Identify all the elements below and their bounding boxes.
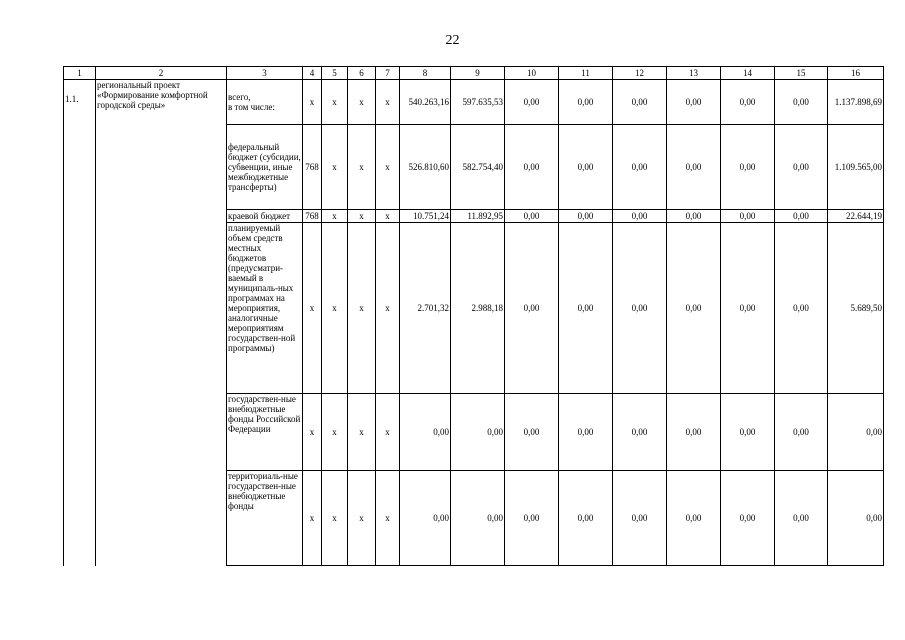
cell-c13: 0,00 [667, 210, 721, 223]
cell-c16: 1.109.565,00 [828, 125, 884, 210]
cell-c11: 0,00 [559, 471, 613, 566]
cell-c5: x [322, 210, 348, 223]
column-number: 9 [451, 67, 505, 80]
cell-c9: 582.754,40 [451, 125, 505, 210]
column-number: 15 [775, 67, 828, 80]
page-number: 22 [445, 33, 460, 48]
cell-c6: x [348, 80, 376, 125]
cell-c9: 597.635,53 [451, 80, 505, 125]
column-number: 2 [96, 67, 227, 80]
funding-source: краевой бюджет [227, 210, 303, 223]
cell-c14: 0,00 [721, 394, 775, 471]
cell-c14: 0,00 [721, 210, 775, 223]
cell-c11: 0,00 [559, 394, 613, 471]
cell-c5: x [322, 80, 348, 125]
cell-c7: x [376, 210, 400, 223]
column-number: 8 [400, 67, 451, 80]
column-number: 16 [828, 67, 884, 80]
column-number: 1 [64, 67, 96, 80]
cell-c11: 0,00 [559, 210, 613, 223]
cell-c13: 0,00 [667, 471, 721, 566]
cell-c13: 0,00 [667, 125, 721, 210]
cell-c6: x [348, 471, 376, 566]
cell-c10: 0,00 [505, 223, 559, 394]
cell-c10: 0,00 [505, 80, 559, 125]
cell-c7: x [376, 394, 400, 471]
cell-c9: 2.988,18 [451, 223, 505, 394]
cell-c4: x [303, 223, 322, 394]
cell-c11: 0,00 [559, 223, 613, 394]
cell-c11: 0,00 [559, 80, 613, 125]
funding-row [64, 80, 884, 125]
cell-c8: 0,00 [400, 471, 451, 566]
cell-c15: 0,00 [775, 210, 828, 223]
cell-c16: 22.644,19 [828, 210, 884, 223]
cell-c9: 11.892,95 [451, 210, 505, 223]
column-number: 10 [505, 67, 559, 80]
funding-source: территориаль-ные государствен-ные внебюджетные фонды [227, 471, 303, 566]
cell-c16: 5.689,50 [828, 223, 884, 394]
cell-c4: 768 [303, 125, 322, 210]
cell-c14: 0,00 [721, 471, 775, 566]
budget-table [63, 66, 884, 566]
cell-c5: x [322, 394, 348, 471]
column-number: 12 [613, 67, 667, 80]
cell-c12: 0,00 [613, 394, 667, 471]
cell-c7: x [376, 471, 400, 566]
column-number: 13 [667, 67, 721, 80]
cell-c9: 0,00 [451, 394, 505, 471]
cell-c4: x [303, 471, 322, 566]
cell-c15: 0,00 [775, 223, 828, 394]
cell-c7: x [376, 223, 400, 394]
cell-c16: 1.137.898,69 [828, 80, 884, 125]
cell-c12: 0,00 [613, 223, 667, 394]
cell-c16: 0,00 [828, 471, 884, 566]
cell-c7: x [376, 80, 400, 125]
cell-c10: 0,00 [505, 394, 559, 471]
cell-c6: x [348, 394, 376, 471]
cell-c12: 0,00 [613, 80, 667, 125]
item-name: региональный проект «Формирование комфортной городской среды» [96, 80, 227, 566]
cell-c10: 0,00 [505, 210, 559, 223]
cell-c6: x [348, 223, 376, 394]
column-number: 3 [227, 67, 303, 80]
funding-source: федеральный бюджет (субсидии, субвенции, иные межбюджетные трансферты) [227, 125, 303, 210]
cell-c8: 2.701,32 [400, 223, 451, 394]
cell-c8: 540.263,16 [400, 80, 451, 125]
column-number: 4 [303, 67, 322, 80]
cell-c14: 0,00 [721, 125, 775, 210]
cell-c8: 10.751,24 [400, 210, 451, 223]
cell-c7: x [376, 125, 400, 210]
funding-source: всего, в том числе: [227, 80, 303, 125]
column-number: 5 [322, 67, 348, 80]
cell-c6: x [348, 210, 376, 223]
cell-c4: 768 [303, 210, 322, 223]
cell-c15: 0,00 [775, 471, 828, 566]
cell-c12: 0,00 [613, 125, 667, 210]
cell-c15: 0,00 [775, 80, 828, 125]
cell-c12: 0,00 [613, 471, 667, 566]
column-number: 7 [376, 67, 400, 80]
cell-c14: 0,00 [721, 223, 775, 394]
item-number: 1.1. [64, 80, 96, 566]
cell-c13: 0,00 [667, 394, 721, 471]
cell-c12: 0,00 [613, 210, 667, 223]
cell-c8: 526.810,60 [400, 125, 451, 210]
cell-c4: x [303, 80, 322, 125]
cell-c14: 0,00 [721, 80, 775, 125]
cell-c9: 0,00 [451, 471, 505, 566]
funding-source: государствен-ные внебюджетные фонды Российской Федерации [227, 394, 303, 471]
column-number: 11 [559, 67, 613, 80]
cell-c15: 0,00 [775, 394, 828, 471]
cell-c13: 0,00 [667, 80, 721, 125]
column-number-row [64, 67, 884, 80]
cell-c11: 0,00 [559, 125, 613, 210]
cell-c16: 0,00 [828, 394, 884, 471]
column-number: 14 [721, 67, 775, 80]
cell-c8: 0,00 [400, 394, 451, 471]
cell-c10: 0,00 [505, 125, 559, 210]
cell-c13: 0,00 [667, 223, 721, 394]
funding-source: планируемый объем средств местных бюджетов (предусматри-ваемый в муниципаль-ных программах на мероприятия, аналогичные мероприятиям государствен-ной программы) [227, 223, 303, 394]
cell-c6: x [348, 125, 376, 210]
cell-c5: x [322, 471, 348, 566]
cell-c15: 0,00 [775, 125, 828, 210]
cell-c5: x [322, 125, 348, 210]
cell-c10: 0,00 [505, 471, 559, 566]
column-number: 6 [348, 67, 376, 80]
cell-c5: x [322, 223, 348, 394]
cell-c4: x [303, 394, 322, 471]
